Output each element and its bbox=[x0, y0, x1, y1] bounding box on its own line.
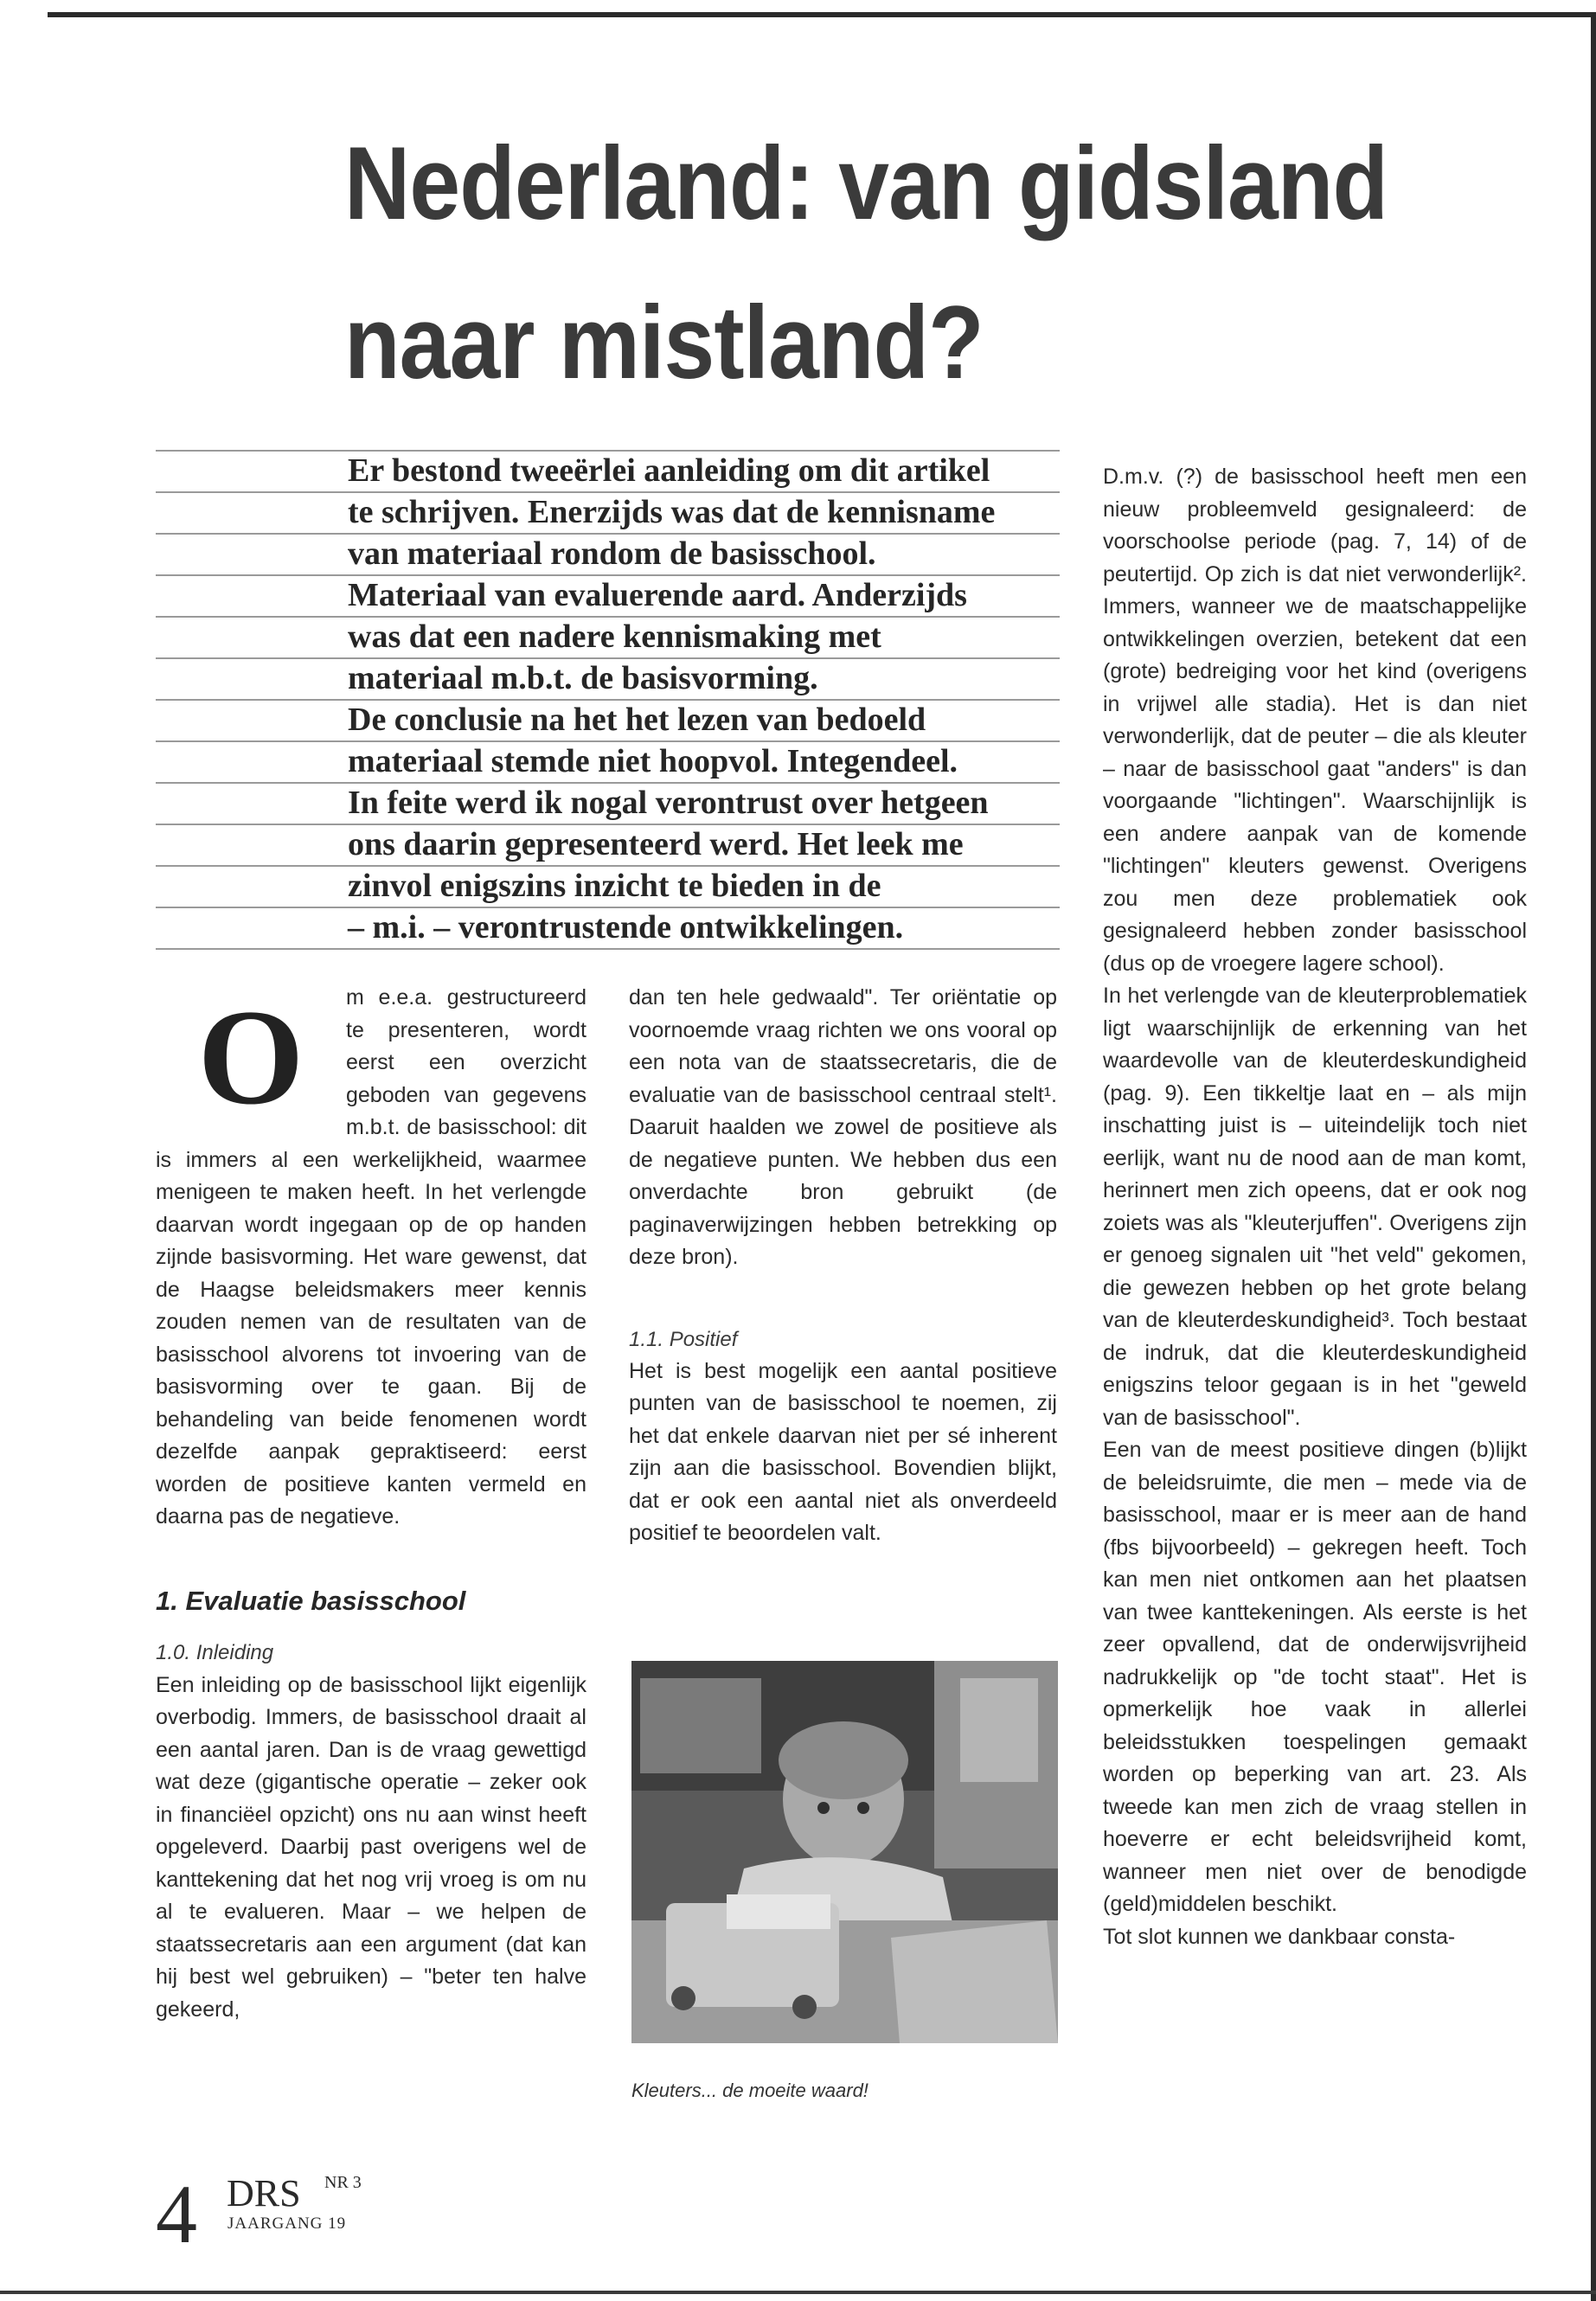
lead-line: zinvol enigszins inzicht te bieden in de bbox=[156, 865, 1060, 907]
issue-number: NR 3 bbox=[324, 2173, 362, 2192]
lead-line: – m.i. – verontrustende ontwikkelingen. bbox=[156, 907, 1060, 950]
page-right-rule bbox=[1591, 12, 1596, 2301]
lead-line: te schrijven. Enerzijds was dat de kennisname bbox=[156, 491, 1060, 533]
page-bottom-rule bbox=[0, 2291, 1596, 2294]
intro-paragraph: m e.e.a. gestructureerd te presenteren, wordt eerst een overzicht geboden van gegevens m.b.t. de basisschool: dit is immers al een werkelijkheid, waarmee menigeen te maken heeft. In het verlengde daarvan wordt ingegaan op de op handen zijnde basisvorming. Het ware gewenst, dat de Haagse beleidsmakers meer kennis zouden nemen van de resultaten van de basisschool alvorens tot invoering van de basisvorming over te gaan. Bij de behandeling van beide fenomenen wordt dezelfde aanpak gepraktiseerd: eerst worden de positieve kanten vermeld en daarna pas de negatieve. bbox=[156, 985, 586, 1529]
lead-line: van materiaal rondom de basisschool. bbox=[156, 533, 1060, 574]
magazine-name: DRS bbox=[227, 2172, 301, 2214]
photo-child bbox=[631, 1661, 1058, 2043]
lead-line: materiaal stemde niet hoopvol. Integendeel. bbox=[156, 740, 1060, 782]
child-photo-illustration bbox=[631, 1661, 1058, 2043]
lead-line: materiaal m.b.t. de basisvorming. bbox=[156, 657, 1060, 699]
subsection-heading: 1.0. Inleiding bbox=[156, 1640, 274, 1664]
article-title: Nederland: van gidsland naar mistland? bbox=[344, 125, 1388, 401]
column-2 bbox=[629, 982, 1057, 1550]
body-paragraph: Het is best mogelijk een aantal positieve punten van de basisschool te noemen, zij het dat enkele daarvan niet per sé inherent zijn aan die basisschool. Bovendien blijkt, dat er ook een aantal niet als onverdeeld positief te beoordelen valt. bbox=[629, 1358, 1057, 1545]
lead-line: Er bestond tweeërlei aanleiding om dit artikel bbox=[156, 450, 1060, 491]
column-3 bbox=[1103, 461, 1527, 1953]
page-top-rule bbox=[48, 12, 1596, 17]
body-paragraph: Tot slot kunnen we dankbaar consta- bbox=[1103, 1924, 1456, 1949]
lead-line: ons daarin gepresenteerd werd. Het leek me bbox=[156, 824, 1060, 865]
drop-cap: O bbox=[197, 982, 304, 1133]
lead-line: was dat een nadere kennismaking met bbox=[156, 616, 1060, 657]
photo-caption: Kleuters... de moeite waard! bbox=[631, 2080, 869, 2101]
lead-line: Materiaal van evaluerende aard. Anderzijds bbox=[156, 574, 1060, 616]
lead-line: De conclusie na het het lezen van bedoeld bbox=[156, 699, 1060, 740]
body-paragraph: Een inleiding op de basisschool lijkt eigenlijk overbodig. Immers, de basisschool draait al een aantal jaren. Dan is de vraag gewettigd wat deze (gigantische operatie – zeker ook in financiëel opzicht) ons nu aan winst heeft opgeleverd. Daarbij past overigens wel de kanttekening dat het nog vrij vroeg is om nu al te evalueren. Maar – we helpen de staatssecretaris aan een argument (dat kan hij best wel gebruiken) – "beter ten halve gekeerd, bbox=[156, 1672, 586, 2022]
lead-line: In feite werd ik nogal verontrust over hetgeen bbox=[156, 782, 1060, 824]
page-number: 4 bbox=[156, 2168, 197, 2260]
subsection-heading: 1.1. Positief bbox=[629, 1327, 738, 1351]
column-1 bbox=[156, 982, 586, 2026]
body-paragraph: dan ten hele gedwaald". Ter oriëntatie op voornoemde vraag richten we ons vooral op een nota van de staatssecretaris, die de evaluatie van de basisschool centraal stelt¹. Daaruit haalden we zowel de positieve als de negatieve punten. We hebben dus een onverdachte bron gebruikt (de paginaverwijzingen hebben betrekking op deze bron). bbox=[629, 985, 1057, 1269]
body-paragraph: In het verlengde van de kleuterproblematiek ligt waarschijnlijk de erkenning van het waardevolle van de kleuterdeskundigheid (pag. 9). Een tikkeltje laat en – als mijn inschatting juist is – uiteindelijk toch niet eerlijk, want nu de nood aan de man komt, herinnert men zich opeens, dat er ook nog zoiets was als "kleuterjuffen". Overigens zijn er genoeg signalen uit "het veld" gekomen, die gewezen hebben op het grote belang van de kleuterdeskundigheid³. Toch bestaat de indruk, dat die kleuterdeskundigheid enigszins teloor gegaan is in het "geweld van de basisschool". bbox=[1103, 984, 1527, 1430]
lead-block bbox=[156, 450, 1060, 950]
volume-label: JAARGANG 19 bbox=[228, 2214, 347, 2233]
section-heading: 1. Evaluatie basisschool bbox=[156, 1585, 466, 1616]
body-paragraph: D.m.v. (?) de basisschool heeft men een nieuw probleemveld gesignaleerd: de voorschoolse periode (pag. 7, 14) of de peutertijd. Op zich is dat niet verwonderlijk². Immers, wanneer we de maatschappelijke ontwikkelingen overzien, betekent dat een (grote) bedreiging voor het kind (overigens in vrijwel alle stadia). Het is dan niet verwonderlijk, dat de peuter – die als kleuter – naar de basisschool gaat "anders" is dan voorgaande "lichtingen". Waarschijnlijk is een andere aanpak van de komende "lichtingen" kleuters gewenst. Overigens zou men deze problematiek ook gesignaleerd hebben zonder basisschool (dus op de vroegere lagere school). bbox=[1103, 465, 1527, 976]
body-paragraph: Een van de meest positieve dingen (b)lijkt de beleidsruimte, die men – mede via de basisschool, maar er is meer aan de hand (fbs bijvoorbeeld) – gekregen heeft. Toch kan men niet ontkomen aan het plaatsen van twee kanttekeningen. Als eerste is het zeer opvallend, dat de onderwijsvrijheid nadrukkelijk op "de tocht staat". Het is opmerkelijk hoe vaak in allerlei beleidsstukken toespelingen gemaakt worden op beperking van art. 23. Als tweede kan men zich de vraag stellen in hoeverre er echt beleidsvrijheid komt, wanneer men niet over de benodigde (geld)middelen beschikt. bbox=[1103, 1438, 1527, 1916]
